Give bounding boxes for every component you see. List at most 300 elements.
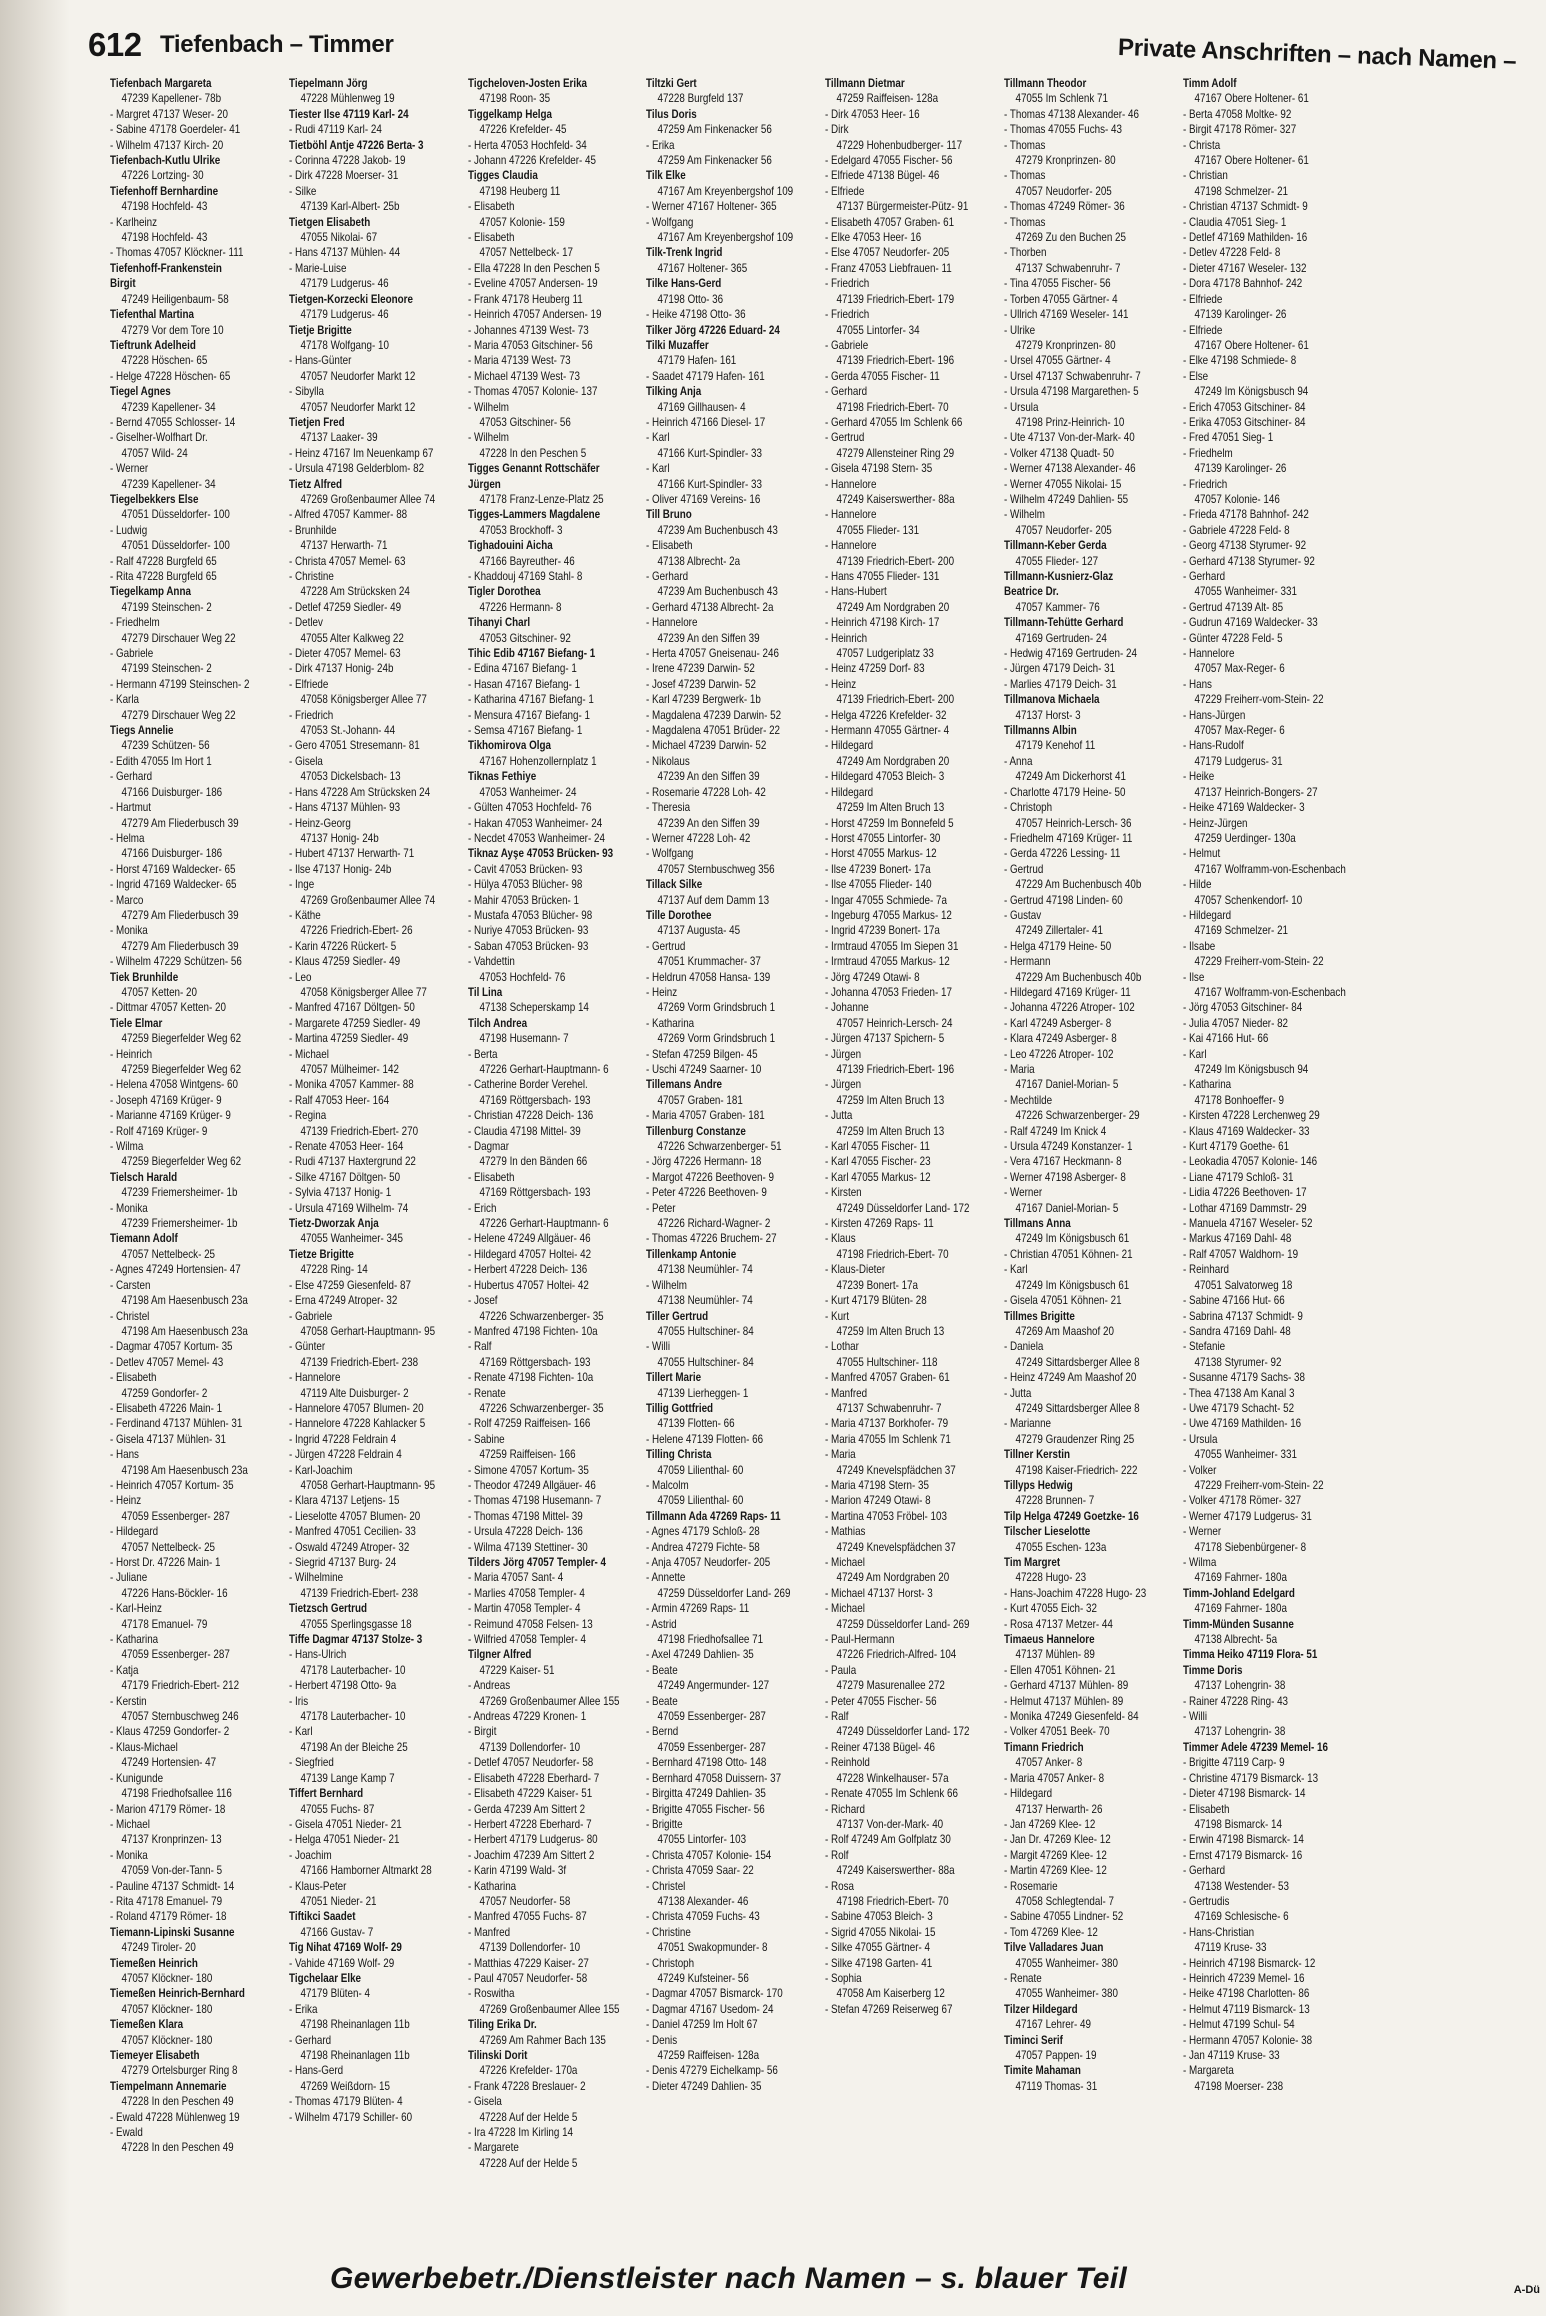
entry-line: - Maria 47057 Graben- 181 bbox=[646, 1108, 765, 1123]
entry-line: - Dagmar 47167 Usedom- 24 bbox=[646, 2001, 774, 2016]
entry-line: - Thomas 47057 Klöckner- 111 bbox=[110, 245, 244, 260]
entry-line: - Karl bbox=[1182, 1046, 1207, 1061]
entry-line: - Hans-Joachim 47228 Hugo- 23 bbox=[1003, 1585, 1146, 1600]
address-line: 47051 Düsseldorfer- 100 bbox=[121, 538, 230, 553]
entry-line: - Wilhelm bbox=[1003, 507, 1045, 522]
address-line: 47259 Am Finkenacker 56 bbox=[657, 153, 773, 168]
entry-line: - Stefanie bbox=[1182, 1339, 1225, 1354]
entry-line: - Hannelore bbox=[646, 615, 698, 630]
entry-line: - Lothar 47169 Dammstr- 29 bbox=[1182, 1200, 1307, 1215]
address-line: 47053 Gitschiner- 56 bbox=[478, 414, 571, 429]
entry-line: - Margit 47269 Klee- 12 bbox=[1003, 1847, 1107, 1862]
entry-line: - Heinrich 47057 Andersen- 19 bbox=[467, 307, 601, 322]
entry-line: - Gerhard bbox=[1182, 1863, 1225, 1878]
address-line: 47229 Am Buchenbusch 40b bbox=[1015, 877, 1142, 892]
entry-line: - Werner 47138 Alexander- 46 bbox=[1003, 461, 1136, 476]
entry-line: - Margarete 47259 Siedler- 49 bbox=[288, 1015, 421, 1030]
address-line: 47198 Bismarck- 14 bbox=[1193, 1816, 1282, 1831]
entry-line: - Uschi 47249 Saarner- 10 bbox=[646, 1062, 762, 1076]
entry-line: - Rita 47178 Emanuel- 79 bbox=[110, 1893, 223, 1908]
address-line: 47139 Flotten- 66 bbox=[657, 1416, 735, 1431]
entry-line: - Theresia bbox=[646, 800, 691, 815]
entry-line: - Gero 47051 Stresemann- 81 bbox=[288, 738, 420, 753]
entry-line: - Ralf 47053 Heer- 164 bbox=[288, 1092, 389, 1107]
entry-line: - Hildegard 47053 Bleich- 3 bbox=[825, 769, 945, 784]
entry-line: - Friedhelm bbox=[110, 615, 160, 630]
address-line: 47198 Am Haesenbusch 23a bbox=[121, 1293, 248, 1308]
entry-line: - Friedrich bbox=[288, 707, 334, 722]
entry-line: Tiffe Dagmar 47137 Stolze- 3 bbox=[288, 1632, 423, 1647]
address-line: 47057 Neudorfer Markt 12 bbox=[300, 399, 416, 414]
binding-edge bbox=[0, 0, 70, 2316]
address-line: 47166 Gustav- 7 bbox=[300, 1924, 373, 1939]
entry-line: - Willi bbox=[646, 1339, 671, 1354]
entry-line: Tiefenhoff-Frankenstein bbox=[110, 260, 222, 275]
address-line: 47053 Gitschiner- 92 bbox=[478, 630, 571, 645]
entry-line: - Bernhard 47198 Otto- 148 bbox=[646, 1755, 767, 1770]
entry-line: - Hartmut bbox=[110, 800, 152, 815]
entry-line: - Gertrud bbox=[646, 938, 686, 953]
address-line: 47058 Königsberger Allee 77 bbox=[300, 984, 427, 999]
entry-line: - Ursula 47249 Konstanzer- 1 bbox=[1003, 1139, 1133, 1154]
address-line: 47169 Schlesische- 6 bbox=[1193, 1909, 1289, 1924]
entry-line: - Ella 47228 In den Peschen 5 bbox=[467, 260, 600, 275]
entry-line: - Gabriele 47228 Feld- 8 bbox=[1182, 522, 1290, 537]
entry-line: - Claudia 47051 Sieg- 1 bbox=[1182, 214, 1286, 229]
entry-line: - Dirk 47228 Moerser- 31 bbox=[288, 168, 399, 183]
address-line: 47249 Sittardsberger Allee 8 bbox=[1015, 1354, 1140, 1369]
entry-line: - Julia 47057 Nieder- 82 bbox=[1182, 1015, 1288, 1030]
entry-line: - Jörg 47249 Otawi- 8 bbox=[825, 969, 920, 984]
address-line: 47057 Neudorfer- 205 bbox=[1015, 522, 1112, 537]
address-line: 47179 Ludgerus- 46 bbox=[300, 307, 389, 322]
address-line: 47198 Rheinanlagen 11b bbox=[300, 2048, 410, 2062]
entry-line: - Margot 47226 Beethoven- 9 bbox=[646, 1169, 775, 1184]
entry-line: - Rolf 47249 Am Golfplatz 30 bbox=[825, 1832, 951, 1847]
address-line: 47057 Klöckner- 180 bbox=[121, 2001, 213, 2016]
address-line: 47249 Düsseldorfer Land- 172 bbox=[836, 1724, 970, 1739]
entry-line: - Jürgen 47179 Deich- 31 bbox=[1003, 661, 1115, 676]
entry-line: - Vahide 47169 Wolf- 29 bbox=[288, 1955, 394, 1970]
entry-line: Tiester Ilse 47119 Karl- 24 bbox=[288, 106, 409, 121]
entry-line: Tiemeßen Heinrich bbox=[110, 1955, 198, 1970]
entry-line: - Heinz-Georg bbox=[288, 815, 351, 830]
address-line: 47198 Heuberg 11 bbox=[478, 183, 560, 198]
entry-line: - Volker 47138 Quadt- 50 bbox=[1003, 445, 1114, 460]
entry-line: - Gabriele bbox=[110, 646, 154, 661]
address-line: 47249 Tiroler- 20 bbox=[121, 1940, 196, 1955]
entry-line: - Oswald 47249 Atroper- 32 bbox=[288, 1539, 410, 1554]
entry-line: - Karl bbox=[646, 461, 670, 476]
address-line: 47198 Friedhofsallee 71 bbox=[657, 1632, 764, 1647]
entry-line: - Hedwig 47169 Gertruden- 24 bbox=[1003, 646, 1137, 661]
address-line: 47055 Flieder- 127 bbox=[1015, 553, 1098, 568]
entry-line: - Wilhelm bbox=[467, 430, 509, 445]
address-line: 47055 Hultschiner- 84 bbox=[657, 1323, 755, 1338]
entry-line: - Irene 47239 Darwin- 52 bbox=[646, 661, 756, 676]
entry-line: - Hans-Ulrich bbox=[288, 1647, 347, 1662]
address-line: 47198 Hochfeld- 43 bbox=[121, 230, 208, 245]
entry-line: - Herbert 47228 Deich- 136 bbox=[467, 1262, 587, 1277]
entry-line: Tillemans Andre bbox=[646, 1077, 723, 1092]
address-line: 47249 Im Königsbusch 94 bbox=[1193, 1062, 1308, 1076]
address-line: 47198 Prinz-Heinrich- 10 bbox=[1015, 414, 1125, 429]
entry-line: - Klaus 47259 Siedler- 49 bbox=[288, 954, 400, 969]
entry-line: - Eveline 47057 Andersen- 19 bbox=[467, 276, 598, 291]
entry-line: - Hans 47137 Mühlen- 44 bbox=[288, 245, 400, 260]
address-line: 47269 Großenbaumer Allee 155 bbox=[478, 2001, 620, 2016]
address-line: 47249 Knevelspfädchen 37 bbox=[836, 1539, 956, 1554]
entry-line: - Klara 47137 Letjens- 15 bbox=[288, 1493, 400, 1508]
entry-line: Tillner Kerstin bbox=[1003, 1447, 1070, 1462]
entry-line: - Rosa 47137 Metzer- 44 bbox=[1003, 1616, 1113, 1631]
entry-line: - Inge bbox=[288, 877, 314, 892]
entry-line: - Paul 47057 Neudorfer- 58 bbox=[467, 1970, 587, 1985]
entry-line: - Thomas 47198 Husemann- 7 bbox=[467, 1493, 601, 1508]
entry-line: - Heinz-Jürgen bbox=[1182, 815, 1248, 830]
entry-line: - Thomas 47179 Blüten- 4 bbox=[288, 2094, 403, 2109]
entry-line: - Hans bbox=[1182, 676, 1212, 691]
entry-line: - Christine bbox=[646, 1924, 692, 1939]
entry-line: - Vera 47167 Heckmann- 8 bbox=[1003, 1154, 1122, 1169]
entry-line: - Anja 47057 Neudorfer- 205 bbox=[646, 1555, 771, 1569]
entry-line: - Erika bbox=[288, 2001, 318, 2016]
address-line: 47055 Lintorfer- 34 bbox=[836, 322, 920, 337]
entry-line: - Frank 47228 Breslauer- 2 bbox=[467, 2078, 586, 2093]
entry-line: - Alfred 47057 Kammer- 88 bbox=[288, 507, 407, 522]
address-line: 47057 Sternbuschweg 246 bbox=[121, 1709, 239, 1724]
address-line: 47139 Friedrich-Ebert- 179 bbox=[836, 291, 955, 306]
entry-line: - Sabrina 47137 Schmidt- 9 bbox=[1182, 1308, 1303, 1323]
entry-line: - Hannelore bbox=[825, 538, 877, 553]
address-line: 47051 Krummacher- 37 bbox=[657, 954, 762, 969]
address-line: 47249 Im Königsbusch 94 bbox=[1193, 384, 1308, 399]
entry-line: - Helga 47226 Krefelder- 32 bbox=[825, 707, 947, 722]
entry-line: - Else 47259 Giesenfeld- 87 bbox=[288, 1277, 411, 1292]
entry-line: Tiemeßen Klara bbox=[110, 2017, 184, 2032]
entry-line: - Dieter 47057 Memel- 63 bbox=[288, 646, 401, 661]
address-line: 47138 Alexander- 46 bbox=[657, 1893, 749, 1908]
entry-line: - Ilse 47137 Honig- 24b bbox=[288, 861, 392, 876]
address-line: 47279 Masurenallee 272 bbox=[836, 1678, 945, 1693]
address-line: 47239 Am Buchenbusch 43 bbox=[657, 584, 779, 599]
entry-line: - Marianne 47169 Krüger- 9 bbox=[110, 1108, 231, 1123]
address-line: 47139 Friedrich-Ebert- 200 bbox=[836, 553, 955, 568]
entry-line: Tietgen-Korzecki Eleonore bbox=[288, 291, 413, 306]
address-line: 47279 Allensteiner Ring 29 bbox=[836, 445, 955, 460]
entry-line: - Ingeburg 47055 Markus- 12 bbox=[825, 907, 952, 922]
entry-line: - Erna 47249 Atroper- 32 bbox=[288, 1293, 398, 1308]
address-line: 47228 Auf der Helde 5 bbox=[478, 2155, 577, 2170]
entry-line: Tikhomirova Olga bbox=[467, 738, 551, 753]
entry-line: - Magdalena 47051 Brüder- 22 bbox=[646, 723, 781, 738]
address-line: 47166 Bayreuther- 46 bbox=[478, 553, 575, 568]
address-line: 47167 Holtener- 365 bbox=[657, 260, 748, 275]
address-line: 47137 Auf dem Damm 13 bbox=[657, 892, 770, 907]
entry-line: - Maria 47055 Im Schlenk 71 bbox=[825, 1431, 951, 1446]
entry-line: Tihic Edib 47167 Biefang- 1 bbox=[467, 646, 595, 661]
entry-line: Tiegelkamp Anna bbox=[110, 584, 191, 599]
directory-columns bbox=[110, 76, 1530, 2248]
entry-line: - Dagmar 47057 Kortum- 35 bbox=[110, 1339, 233, 1354]
entry-line: - Horst 47055 Markus- 12 bbox=[825, 846, 937, 861]
entry-line: - Elisabeth bbox=[646, 538, 693, 553]
entry-line: Tilve Valladares Juan bbox=[1003, 1940, 1104, 1955]
entry-line: - Ewald bbox=[110, 2125, 143, 2140]
address-line: 47259 Raiffeisen- 128a bbox=[836, 91, 939, 106]
entry-line: - Erika bbox=[646, 137, 675, 152]
address-line: 47279 Vor dem Tore 10 bbox=[121, 322, 224, 337]
entry-line: - Maria 47053 Gitschiner- 56 bbox=[467, 337, 593, 352]
entry-line: Til Lina bbox=[467, 984, 502, 999]
entry-line: - Bernd bbox=[646, 1724, 679, 1739]
address-line: 47259 Im Alten Bruch 13 bbox=[836, 1323, 945, 1338]
entry-line: - Claudia 47198 Mittel- 39 bbox=[467, 1123, 581, 1138]
address-line: 47269 Weißdorn- 15 bbox=[300, 2078, 390, 2093]
address-line: 47179 Kenehof 11 bbox=[1015, 738, 1095, 753]
address-line: 47179 Hafen- 161 bbox=[657, 353, 737, 368]
address-line: 47119 Alte Duisburger- 2 bbox=[300, 1385, 409, 1400]
address-line: 47055 Lintorfer- 103 bbox=[657, 1832, 747, 1847]
entry-line: - Andrea 47279 Fichte- 58 bbox=[646, 1539, 761, 1554]
entry-line: - Frank 47178 Heuberg 11 bbox=[467, 291, 583, 306]
entry-line: - Martina 47053 Fröbel- 103 bbox=[825, 1508, 947, 1523]
address-line: 47139 Dollendorfer- 10 bbox=[478, 1940, 580, 1955]
entry-line: - Hildegard bbox=[110, 1524, 159, 1539]
address-line: 47239 Friemersheimer- 1b bbox=[121, 1185, 238, 1200]
address-line: 47198 Am Haesenbusch 23a bbox=[121, 1462, 248, 1477]
entry-line: - Sabine 47053 Bleich- 3 bbox=[825, 1909, 933, 1924]
entry-line: - Torben 47055 Gärtner- 4 bbox=[1003, 291, 1118, 306]
entry-line: - Rita 47228 Burgfeld 65 bbox=[110, 569, 217, 583]
entry-line: - Elisabeth 47229 Kaiser- 51 bbox=[467, 1786, 592, 1801]
entry-line: Tilk-Trenk Ingrid bbox=[646, 245, 723, 260]
entry-line: - Reinhard bbox=[1182, 1262, 1229, 1277]
entry-line: - Kai 47166 Hut- 66 bbox=[1182, 1031, 1268, 1046]
entry-line: - Volker 47178 Römer- 327 bbox=[1182, 1493, 1301, 1508]
entry-line: - Klaus 47259 Gondorfer- 2 bbox=[110, 1724, 230, 1739]
address-line: 47057 Neudorfer Markt 12 bbox=[300, 368, 416, 383]
entry-line: - Joseph 47169 Krüger- 9 bbox=[110, 1092, 222, 1107]
address-line: 47226 Gerhart-Hauptmann- 6 bbox=[478, 1062, 609, 1076]
entry-line: - Ralf bbox=[825, 1709, 849, 1724]
address-line: 47259 Im Alten Bruch 13 bbox=[836, 1092, 945, 1107]
address-line: 47138 Neumühler- 74 bbox=[657, 1293, 753, 1308]
address-line: 47178 Lauterbacher- 10 bbox=[300, 1709, 406, 1724]
address-line: 47169 Röttgersbach- 193 bbox=[478, 1354, 591, 1369]
entry-line: - Wilma bbox=[1182, 1555, 1216, 1569]
address-line: 47228 Winkelhauser- 57a bbox=[836, 1770, 949, 1785]
entry-line: - Michael bbox=[110, 1816, 150, 1831]
entry-line: - Denis 47279 Eichelkamp- 56 bbox=[646, 2063, 779, 2078]
entry-line: - Karlheinz bbox=[110, 214, 158, 229]
address-line: 47179 Ludgerus- 46 bbox=[300, 276, 389, 291]
address-line: 47169 Gertruden- 24 bbox=[1015, 630, 1107, 645]
address-line: 47269 Vorm Grindsbruch 1 bbox=[657, 1031, 776, 1046]
entry-line: - Hildegard bbox=[1003, 1786, 1052, 1801]
address-line: 47051 Swakopmunder- 8 bbox=[657, 1940, 768, 1955]
entry-line: - Hildegard bbox=[825, 738, 874, 753]
entry-line: - Edelgard 47055 Fischer- 56 bbox=[825, 153, 953, 168]
address-line: 47137 Lohengrin- 38 bbox=[1193, 1724, 1285, 1739]
address-line: 47055 Nikolai- 67 bbox=[300, 230, 377, 245]
entry-line: Timm-Münden Susanne bbox=[1182, 1616, 1294, 1631]
entry-line: - Agnes 47179 Schloß- 28 bbox=[646, 1524, 761, 1539]
entry-line: - Gudrun 47169 Waldecker- 33 bbox=[1182, 615, 1318, 630]
entry-line: - Erwin 47198 Bismarck- 14 bbox=[1182, 1832, 1304, 1847]
address-line: 47137 Bürgermeister-Pütz- 91 bbox=[836, 199, 969, 214]
address-line: 47229 Freiherr-vom-Stein- 22 bbox=[1193, 1477, 1324, 1492]
entry-line: Timm-Johland Edelgard bbox=[1182, 1585, 1295, 1600]
address-line: 47199 Steinschen- 2 bbox=[121, 661, 212, 676]
entry-line: - Wilma 47139 Stettiner- 30 bbox=[467, 1539, 588, 1554]
entry-line: - Saban 47053 Brücken- 93 bbox=[467, 938, 588, 953]
address-line: 47239 An den Siffen 39 bbox=[657, 815, 760, 830]
address-line: 47055 Wanheimer- 380 bbox=[1015, 1986, 1118, 2001]
entry-line: Timite Mahaman bbox=[1003, 2063, 1081, 2078]
entry-line: - Rolf 47259 Raiffeisen- 166 bbox=[467, 1416, 590, 1431]
entry-line: - Helmut bbox=[1182, 846, 1220, 861]
entry-line: - Tina 47055 Fischer- 56 bbox=[1003, 276, 1111, 291]
address-line: 47059 Essenberger- 287 bbox=[121, 1508, 230, 1523]
entry-line: - Heinrich 47166 Diesel- 17 bbox=[646, 414, 766, 429]
address-line: 47229 Kaiser- 51 bbox=[478, 1662, 554, 1677]
entry-line: - Gerhard 47055 Im Schlenk 66 bbox=[825, 414, 963, 429]
entry-line: - Hans-Günter bbox=[288, 353, 352, 368]
entry-line: - Sabine bbox=[467, 1431, 505, 1446]
address-line: 47279 Ortelsburger Ring 8 bbox=[121, 2063, 238, 2078]
entry-line: - Dirk bbox=[825, 122, 849, 137]
address-line: 47228 In den Peschen 49 bbox=[121, 2140, 234, 2155]
entry-line: - Gertrudis bbox=[1182, 1893, 1229, 1908]
address-line: 47178 Siebenbürgener- 8 bbox=[1193, 1539, 1306, 1554]
address-line: 47269 Großenbaumer Allee 155 bbox=[478, 1693, 620, 1708]
address-line: 47051 Düsseldorfer- 100 bbox=[121, 507, 230, 522]
entry-line: - Michael 47239 Darwin- 52 bbox=[646, 738, 767, 753]
entry-line: - Manuela 47167 Weseler- 52 bbox=[1182, 1216, 1312, 1231]
entry-line: - Manfred 47055 Fuchs- 87 bbox=[467, 1909, 587, 1924]
address-line: 47053 Hochfeld- 76 bbox=[478, 969, 565, 984]
entry-line: Tiftikci Saadet bbox=[288, 1909, 356, 1924]
entry-line: - Helmut 47137 Mühlen- 89 bbox=[1003, 1693, 1123, 1708]
entry-line: - Christian 47051 Köhnen- 21 bbox=[1003, 1246, 1133, 1261]
address-line: 47137 Herwarth- 26 bbox=[1015, 1801, 1103, 1816]
entry-line: - Herbert 47179 Ludgerus- 80 bbox=[467, 1832, 598, 1847]
entry-line: - Armin 47269 Raps- 11 bbox=[646, 1601, 750, 1616]
address-line: 47198 Rheinanlagen 11b bbox=[300, 2017, 410, 2032]
entry-line: - Peter 47055 Fischer- 56 bbox=[825, 1693, 937, 1708]
address-line: 47055 Wanheimer- 380 bbox=[1015, 1955, 1118, 1970]
entry-line: - Erich bbox=[467, 1200, 496, 1215]
entry-line: - Corinna 47228 Jakob- 19 bbox=[288, 153, 406, 168]
entry-line: - Herbert 47228 Eberhard- 7 bbox=[467, 1816, 592, 1831]
entry-line: - Joachim bbox=[288, 1847, 332, 1862]
entry-line: - Sigrid 47055 Nikolai- 15 bbox=[825, 1924, 936, 1939]
address-line: 47137 Laaker- 39 bbox=[300, 430, 378, 445]
entry-line: - Hannelore 47057 Blumen- 20 bbox=[288, 1400, 424, 1415]
address-line: 47058 Schlegtendal- 7 bbox=[1015, 1893, 1114, 1908]
entry-line: - Gerhard bbox=[1182, 569, 1225, 583]
address-line: 47137 Horst- 3 bbox=[1015, 707, 1081, 722]
entry-line: - Saadet 47179 Hafen- 161 bbox=[646, 368, 765, 383]
directory-column-4 bbox=[646, 76, 815, 2248]
entry-line: - Ira 47228 Im Kirling 14 bbox=[467, 2125, 573, 2140]
entry-line: - Ludwig bbox=[110, 522, 148, 537]
entry-line: - Wilhelm bbox=[646, 1277, 688, 1292]
entry-line: - Elfriede 47138 Bügel- 46 bbox=[825, 168, 940, 183]
entry-line: - Renate 47055 Im Schlenk 66 bbox=[825, 1786, 958, 1801]
address-line: 47226 Hans-Böckler- 16 bbox=[121, 1585, 228, 1600]
address-line: 47055 Fuchs- 87 bbox=[300, 1801, 375, 1816]
entry-line: Tiemeßen Heinrich-Bernhard bbox=[110, 1986, 245, 2001]
address-line: 47139 Lierheggen- 1 bbox=[657, 1385, 749, 1400]
entry-line: Tiek Brunhilde bbox=[110, 969, 179, 984]
entry-line: Tiefenhoff Bernhardine bbox=[110, 183, 219, 198]
entry-line: - Wilhelm 47249 Dahlien- 55 bbox=[1003, 491, 1128, 506]
address-line: 47137 Heinrich-Bongers- 27 bbox=[1193, 784, 1318, 799]
entry-line: - Martina 47259 Siedler- 49 bbox=[288, 1031, 408, 1046]
address-line: 47226 Schwarzenberger- 29 bbox=[1015, 1108, 1140, 1123]
entry-line: - Heinrich 47198 Kirch- 17 bbox=[825, 615, 940, 630]
entry-line: - Hülya 47053 Blücher- 98 bbox=[467, 877, 582, 892]
address-line: 47198 Kaiser-Friedrich- 222 bbox=[1015, 1462, 1138, 1477]
entry-line: - Peter bbox=[646, 1200, 676, 1215]
entry-line: - Franz 47053 Liebfrauen- 11 bbox=[825, 260, 952, 275]
entry-line: - Heinz bbox=[646, 984, 678, 999]
address-line: 47249 Im Königsbusch 61 bbox=[1015, 1277, 1130, 1292]
entry-line: - Werner bbox=[1003, 1185, 1042, 1200]
entry-line: - Wilhelm 47137 Kirch- 20 bbox=[110, 137, 224, 152]
entry-line: - Berta bbox=[467, 1046, 498, 1061]
entry-line: - Ursula 47198 Gelderblom- 82 bbox=[288, 461, 424, 476]
directory-column-5 bbox=[825, 76, 994, 2248]
entry-line: - Jan 47269 Klee- 12 bbox=[1003, 1816, 1096, 1831]
entry-line: - Heinz 47249 Am Maashof 20 bbox=[1003, 1370, 1137, 1385]
address-line: 47058 Gerhart-Hauptmann- 95 bbox=[300, 1323, 435, 1338]
entry-line: - Silke 47055 Gärtner- 4 bbox=[825, 1940, 931, 1955]
address-line: 47167 Lehrer- 49 bbox=[1015, 2017, 1091, 2032]
entry-line: - Khaddouj 47169 Stahl- 8 bbox=[467, 569, 582, 583]
address-line: 47279 Kronprinzen- 80 bbox=[1015, 337, 1116, 352]
entry-line: - Hermann 47199 Steinschen- 2 bbox=[110, 676, 250, 691]
entry-line: - Mechtilde bbox=[1003, 1092, 1052, 1107]
entry-line: - Malcolm bbox=[646, 1477, 689, 1492]
address-line: 47259 Im Alten Bruch 13 bbox=[836, 1123, 945, 1138]
entry-line: - Reimund 47058 Felsen- 13 bbox=[467, 1616, 593, 1631]
header-title: Tiefenbach – Timmer bbox=[160, 31, 394, 58]
address-line: 47057 Anker- 8 bbox=[1015, 1755, 1082, 1770]
entry-line: - Iris bbox=[288, 1693, 308, 1708]
entry-line: - Sylvia 47137 Honig- 1 bbox=[288, 1185, 392, 1200]
address-line: 47198 Moerser- 238 bbox=[1193, 2078, 1283, 2093]
address-line: 47167 Hohenzollernplatz 1 bbox=[478, 753, 597, 768]
entry-line: - Klaus bbox=[825, 1231, 856, 1246]
entry-line: - Elke 47053 Heer- 16 bbox=[825, 230, 922, 245]
address-line: 47119 Kruse- 33 bbox=[1193, 1940, 1267, 1955]
entry-line: - Katharina bbox=[467, 1878, 516, 1893]
entry-line: - Birgit 47178 Römer- 327 bbox=[1182, 122, 1296, 137]
entry-line: - Bernhard 47058 Duissern- 37 bbox=[646, 1770, 782, 1785]
entry-line: - Elfriede bbox=[1182, 322, 1222, 337]
entry-line: - Ingrid 47228 Feldrain 4 bbox=[288, 1431, 396, 1446]
address-line: 47055 Hultschiner- 118 bbox=[836, 1354, 938, 1369]
entry-line: - Manfred bbox=[467, 1924, 510, 1939]
entry-line: Tillyps Hedwig bbox=[1003, 1477, 1073, 1492]
address-line: 47058 Gerhart-Hauptmann- 95 bbox=[300, 1477, 435, 1492]
entry-line: - Gabriele bbox=[825, 337, 869, 352]
entry-line: - Catherine Border Verehel. bbox=[467, 1077, 588, 1092]
entry-line: - Fred 47051 Sieg- 1 bbox=[1182, 430, 1273, 445]
